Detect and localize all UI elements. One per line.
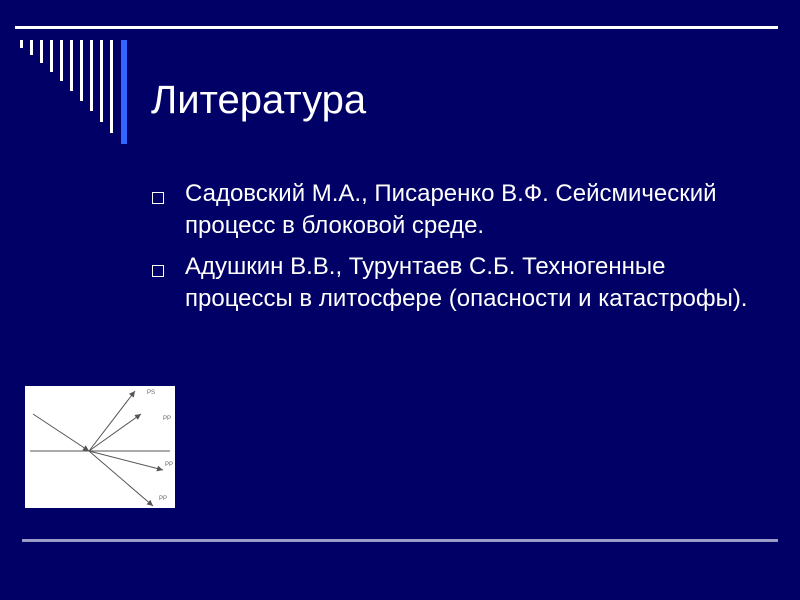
stripe <box>80 40 83 101</box>
stripe <box>20 40 23 48</box>
reference-text: Садовский М.А., Писаренко В.Ф. Сейсмический процесс в блоковой среде. <box>185 180 717 239</box>
ray-label: PP <box>163 416 172 422</box>
top-divider <box>15 26 778 29</box>
stripe <box>50 40 53 72</box>
bottom-divider <box>22 539 778 542</box>
ray-label: PP <box>159 496 168 502</box>
slide-title: Литература <box>151 78 367 122</box>
stripe-accent <box>121 40 127 144</box>
stripe <box>30 40 33 55</box>
reference-list <box>152 178 752 324</box>
reflected-ray-ps <box>89 391 135 451</box>
ray-label: PS <box>147 390 156 396</box>
stripe <box>110 40 113 133</box>
stripe <box>60 40 63 81</box>
stripe <box>70 40 73 91</box>
square-bullet-icon <box>152 192 164 204</box>
stripe <box>90 40 93 111</box>
incident-ray <box>33 414 89 451</box>
square-bullet-icon <box>152 265 164 277</box>
list-item <box>152 251 752 315</box>
reflected-ray-pp <box>89 414 141 451</box>
wave-reflection-figure <box>25 386 175 508</box>
stripe <box>40 40 43 63</box>
reference-text: Адушкин В.В., Турунтаев С.Б. Техногенные процессы в литосфере (опасности и катастрофы). <box>185 253 748 312</box>
ray-diagram <box>25 386 175 508</box>
list-item <box>152 178 752 242</box>
decorative-stripes <box>0 0 140 150</box>
ray-label: PP <box>165 462 174 468</box>
stripe <box>100 40 103 122</box>
